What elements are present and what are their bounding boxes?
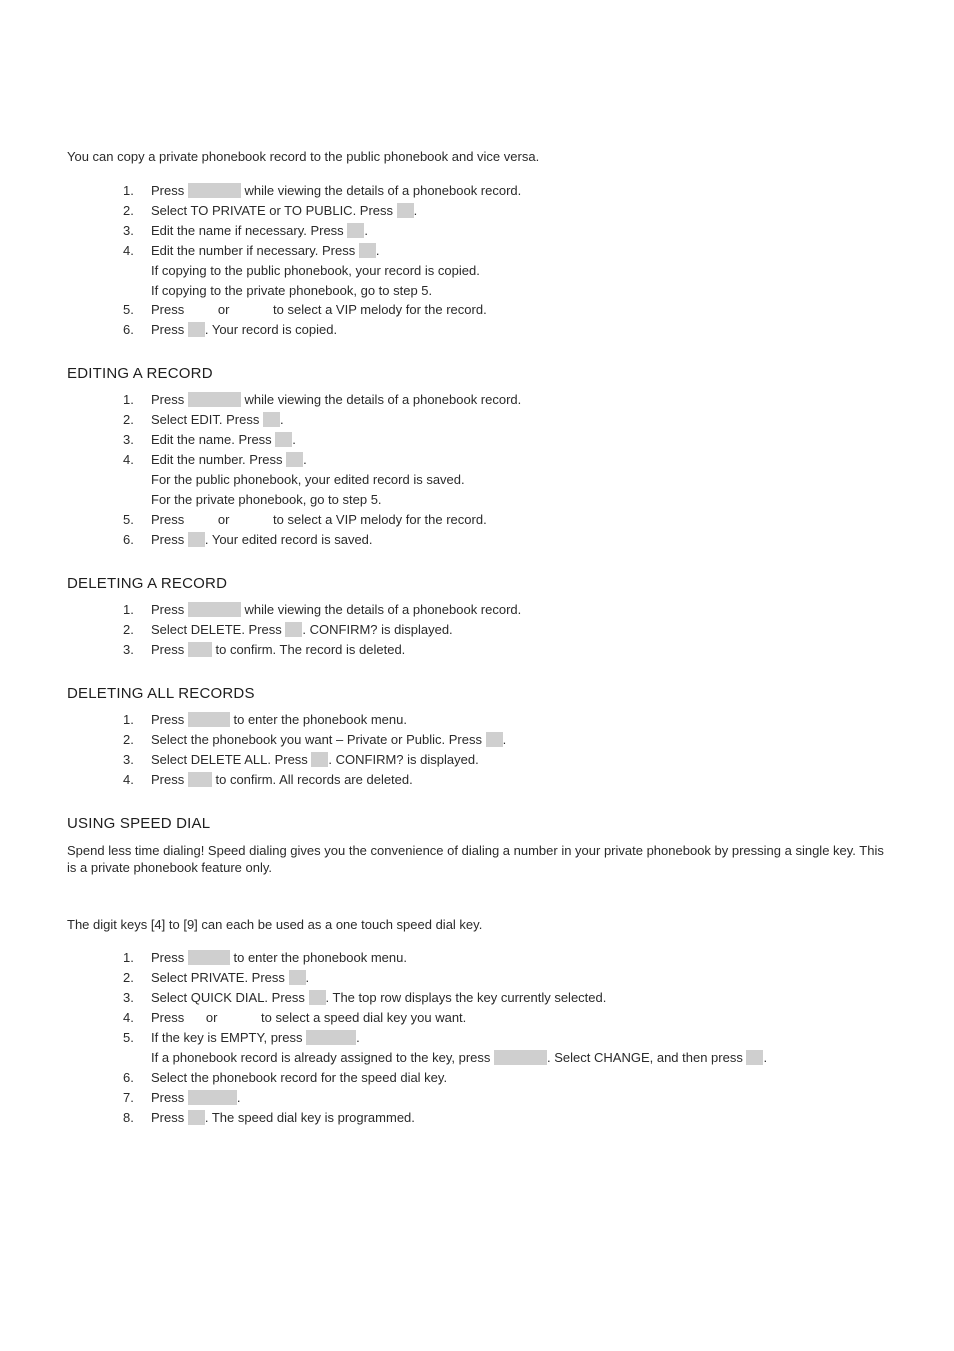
softkey-icon (188, 1090, 237, 1105)
ok-key-icon (309, 990, 326, 1005)
up-key-icon (188, 512, 218, 527)
ok-key-icon (359, 243, 376, 258)
ok-key-icon (397, 203, 414, 218)
softkey-icon (306, 1030, 356, 1045)
ok-key-icon (486, 732, 503, 747)
up-key-icon (188, 302, 218, 317)
softkey-icon (188, 183, 241, 198)
confirm-key-icon (188, 772, 212, 787)
section-heading-deleting: DELETING A RECORD (67, 575, 228, 592)
softkey-icon (188, 392, 241, 407)
phonebook-key-icon (188, 712, 230, 727)
softkey-icon (188, 602, 241, 617)
speed-dial-description: Spend less time dialing! Speed dialing gives you the convenience of dialing a number in your private phonebook by pressing a single key. This is a private phonebook feature only. (67, 843, 884, 875)
ok-key-icon (746, 1050, 763, 1065)
ok-key-icon (289, 970, 306, 985)
ok-key-icon (275, 432, 292, 447)
section-heading-speed-dial: USING SPEED DIAL (67, 815, 211, 832)
section-heading-editing: EDITING A RECORD (67, 365, 213, 382)
confirm-key-icon (188, 642, 212, 657)
speed-dial-keys-note: The digit keys [4] to [9] can each be used as a one touch speed dial key. (67, 917, 483, 932)
section-heading-deleting-all: DELETING ALL RECORDS (67, 685, 255, 702)
softkey-icon (494, 1050, 547, 1065)
ok-key-icon (188, 322, 205, 337)
up-key-icon (188, 1010, 206, 1025)
ok-key-icon (286, 452, 303, 467)
phonebook-key-icon (188, 950, 230, 965)
down-key-icon (221, 1010, 261, 1025)
ok-key-icon (285, 622, 302, 637)
ok-key-icon (188, 1110, 205, 1125)
down-key-icon (233, 302, 273, 317)
intro-text: You can copy a private phonebook record to the public phonebook and vice versa. (67, 149, 540, 164)
ok-key-icon (263, 412, 280, 427)
ok-key-icon (347, 223, 364, 238)
down-key-icon (233, 512, 273, 527)
ok-key-icon (311, 752, 328, 767)
ok-key-icon (188, 532, 205, 547)
